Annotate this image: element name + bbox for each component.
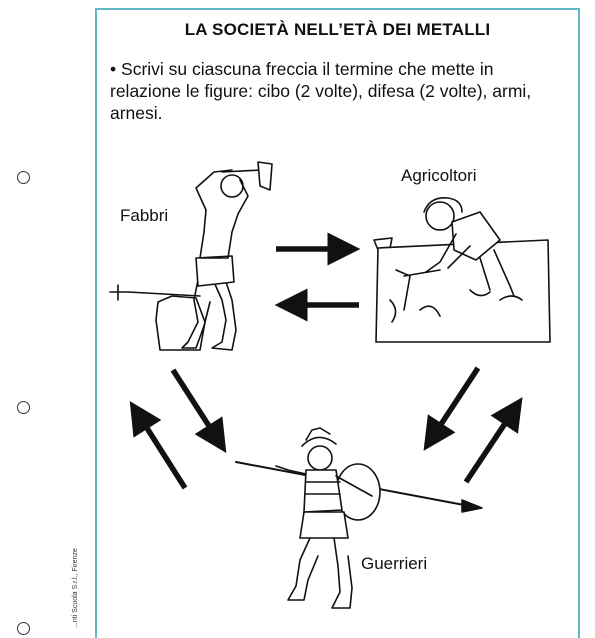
- arrow-agricoltori-to-guerrieri: [432, 368, 478, 438]
- arrow-guerrieri-to-fabbri: [138, 414, 185, 488]
- blacksmith-illustration: [110, 162, 272, 350]
- label-agricoltori: Agricoltori: [401, 166, 477, 185]
- instruction-text: Scrivi su ciascuna freccia il termine che mette in relazione le figure: cibo (2 volte), difesa (2 volte), armi, arnesi.: [110, 59, 532, 123]
- publisher-credit: ...nti Scuola S.r.l., Firenze: [72, 548, 79, 628]
- farmer-illustration: [374, 198, 550, 342]
- label-fabbri: Fabbri: [120, 206, 169, 225]
- arrow-guerrieri-to-agricoltori: [466, 410, 514, 482]
- arrow-fabbri-to-guerrieri: [173, 370, 218, 440]
- page-title: LA SOCIETÀ NELL’ETÀ DEI METALLI: [184, 20, 491, 39]
- warrior-illustration: [236, 428, 482, 608]
- label-guerrieri: Guerrieri: [361, 554, 428, 573]
- bullet: •: [110, 59, 117, 79]
